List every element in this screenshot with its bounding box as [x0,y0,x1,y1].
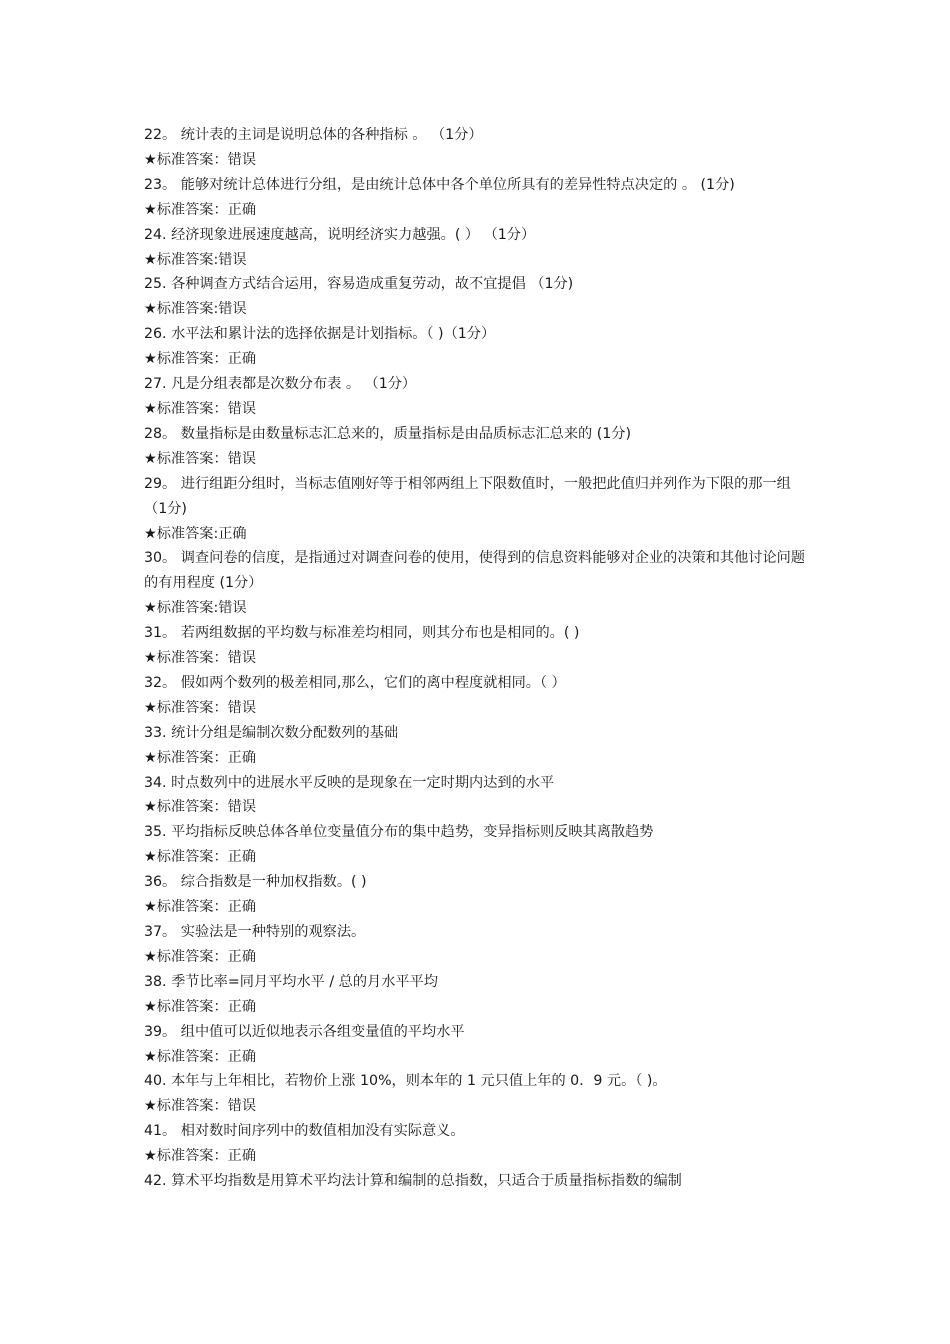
standard-answer: ★标准答案:错误 [144,301,247,318]
standard-answer: ★标准答案：正确 [144,1148,257,1165]
question-text: 22。 统计表的主词是说明总体的各种指标 。 （1分） [144,127,483,143]
question-text: 28。 数量指标是由数量标志汇总来的，质量指标是由品质标志汇总来的 (1分) [144,425,631,442]
question-text: 40. 本年与上年相比，若物价上涨 10%，则本年的 1 元只值上年的 0．9 元。（ )。 [144,1073,667,1090]
standard-answer: ★标准答案：正确 [144,1048,257,1065]
standard-answer: ★标准答案：错误 [144,1098,257,1115]
standard-answer: ★标准答案：正确 [144,749,257,766]
standard-answer: ★标准答案：正确 [144,948,257,965]
standard-answer: ★标准答案:错误 [144,600,247,617]
question-text: 27. 凡是分组表都是次数分布表 。 （1分） [144,376,417,393]
question-text: 24. 经济现象进展速度越高，说明经济实力越强。( ） （1分） [144,226,536,243]
question-text: 33. 统计分组是编制次数分配数列的基础 [144,724,399,741]
question-text: 42. 算术平均指数是用算术平均法计算和编制的总指数，只适合于质量指标指数的编制 [144,1173,682,1190]
standard-answer: ★标准答案:正确 [144,525,247,542]
question-text: 34. 时点数列中的进展水平反映的是现象在一定时期内达到的水平 [144,774,555,791]
document-body [144,123,809,1194]
standard-answer: ★标准答案：正确 [144,899,257,916]
question-text: 37。 实验法是一种特别的观察法。 [144,924,366,940]
standard-answer: ★标准答案：错误 [144,151,257,168]
question-text: 25. 各种调查方式结合运用，容易造成重复劳动，故不宜提倡 （1分) [144,276,574,293]
question-text: 29。 进行组距分组时，当标志值刚好等于相邻两组上下限数值时，一般把此值归并列作为下限的那一组 （1分) [144,475,791,517]
question-text: 36。 综合指数是一种加权指数。( ) [144,874,367,891]
standard-answer: ★标准答案：错误 [144,799,257,816]
standard-answer: ★标准答案：错误 [144,650,257,667]
question-text: 31。 若两组数据的平均数与标准差均相同，则其分布也是相同的。( ) [144,625,580,642]
standard-answer: ★标准答案：错误 [144,450,257,467]
standard-answer: ★标准答案：正确 [144,351,257,368]
question-text: 41。 相对数时间序列中的数值相加没有实际意义。 [144,1123,465,1140]
standard-answer: ★标准答案：正确 [144,998,257,1015]
standard-answer: ★标准答案：正确 [144,849,257,866]
question-text: 23。 能够对统计总体进行分组，是由统计总体中各个单位所具有的差异性特点决定的 。 (1分) [144,176,735,193]
question-text: 32。 假如两个数列的极差相同,那么，它们的离中程度就相同。（ ） [144,674,566,691]
question-text: 26. 水平法和累计法的选择依据是计划指标。（ )（1分） [144,326,496,343]
question-text: 30。 调查问卷的信度，是指通过对调查问卷的使用，使得到的信息资料能够对企业的决策和其他讨论问题的有用程度 (1分） [144,550,806,592]
question-text: 35. 平均指标反映总体各单位变量值分布的集中趋势，变异指标则反映其离散趋势 [144,824,654,841]
standard-answer: ★标准答案：正确 [144,201,257,218]
question-text: 39。 组中值可以近似地表示各组变量值的平均水平 [144,1023,465,1040]
standard-answer: ★标准答案：错误 [144,400,257,417]
standard-answer: ★标准答案:错误 [144,251,247,268]
question-text: 38. 季节比率=同月平均水平 / 总的月水平平均 [144,973,438,990]
standard-answer: ★标准答案：错误 [144,699,257,716]
